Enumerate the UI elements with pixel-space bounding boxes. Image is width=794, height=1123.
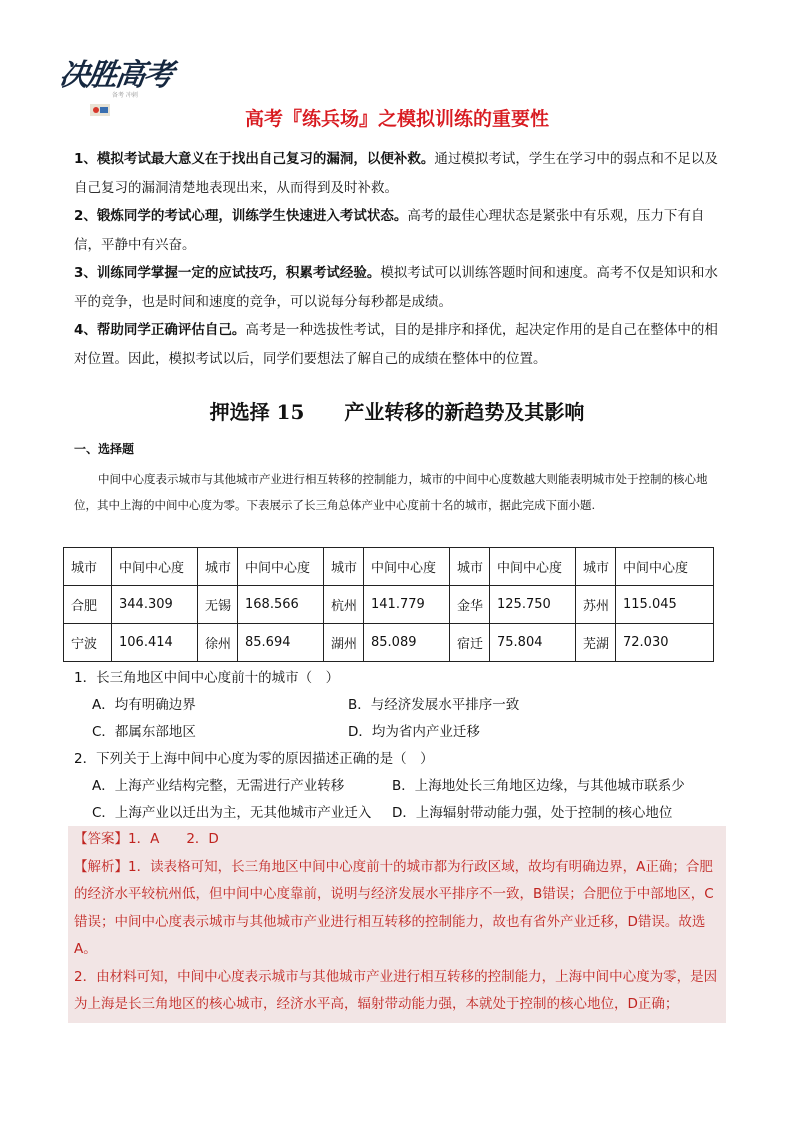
table-cell: 75.804 — [490, 624, 576, 662]
table-cell: 杭州 — [324, 586, 364, 624]
table-header-cell: 城市 — [576, 548, 616, 586]
section-number: 押选择 15 — [209, 400, 305, 424]
table-cell: 苏州 — [576, 586, 616, 624]
table-cell: 徐州 — [198, 624, 238, 662]
table-header-cell: 中间中心度 — [364, 548, 450, 586]
table-cell: 宿迁 — [450, 624, 490, 662]
intro-paragraph — [74, 145, 724, 202]
table-row — [64, 624, 714, 662]
table-cell: 141.779 — [364, 586, 450, 624]
option-b: B．上海地处长三角地区边缘，与其他城市联系少 — [392, 778, 685, 794]
option-row — [74, 692, 724, 719]
table-header-cell: 中间中心度 — [238, 548, 324, 586]
table-header-cell: 中间中心度 — [616, 548, 714, 586]
analysis-label: 【解析】 — [74, 858, 128, 875]
logo-subtext: 备考 冲刺 — [112, 92, 138, 99]
table-cell: 85.089 — [364, 624, 450, 662]
section-title — [0, 396, 794, 425]
intro-paragraph — [74, 259, 724, 316]
table-cell: 宁波 — [64, 624, 112, 662]
option-b: B．与经济发展水平排序一致 — [348, 697, 520, 713]
table-cell: 85.694 — [238, 624, 324, 662]
table-header-cell: 城市 — [198, 548, 238, 586]
table-cell: 湖州 — [324, 624, 364, 662]
option-a: A．均有明确边界 — [92, 697, 196, 713]
table-header-cell: 城市 — [324, 548, 364, 586]
intro-bold: 3、训练同学掌握一定的应试技巧，积累考试经验。 — [74, 265, 381, 281]
option-c: C．上海产业以迁出为主，无其他城市产业迁入 — [92, 805, 372, 821]
answer-label: 【答案】 — [74, 831, 128, 847]
table-header-cell: 中间中心度 — [490, 548, 576, 586]
intro-text: 模拟考试可以训练答题时间和速度。高考不仅是知识和水平的竞争，也是时间和速度的竞争，可以说每分每秒都是成绩。 — [74, 265, 718, 310]
intro-paragraph — [74, 202, 724, 259]
intro-bold: 2、锻炼同学的考试心理，训练学生快速进入考试状态。 — [74, 208, 408, 224]
intro-text: 通过模拟考试，学生在学习中的弱点和不足以及自己复习的漏洞清楚地表现出来，从而得到及时补救。 — [74, 151, 718, 196]
table-cell: 金华 — [450, 586, 490, 624]
option-row — [74, 773, 724, 800]
analysis-text: 1．读表格可知，长三角地区中间中心度前十的城市都为行政区域，故均有明确边界，A正确；合肥的经济水平较杭州低，但中间中心度靠前，说明与经济发展水平排序不一致，B错误；合肥位于中部地区，C错误；中间中心度表示城市与其他城市产业进行相互转移的控制能力，故也有省外产业迁移，D错误。故选A。 — [74, 858, 714, 957]
option-row — [74, 800, 724, 827]
section-topic: 产业转移的新趋势及其影响 — [344, 400, 585, 424]
table-cell: 344.309 — [112, 586, 198, 624]
table-header-cell: 中间中心度 — [112, 548, 198, 586]
table-header-cell: 城市 — [64, 548, 112, 586]
analysis-paragraph: 2．由材料可知，中间中心度表示城市与其他城市产业进行相互转移的控制能力，上海中间中心度为零，是因为上海是长三角地区的核心城市，经济水平高，辐射带动能力强，本就处于控制的核心地位，D正确； — [74, 968, 718, 1012]
option-a: A．上海产业结构完整，无需进行产业转移 — [92, 778, 345, 794]
data-table — [63, 547, 714, 662]
intro-section — [74, 145, 724, 373]
option-c: C．都属东部地区 — [92, 724, 196, 740]
table-cell: 合肥 — [64, 586, 112, 624]
answer-value: 1．A 2．D — [128, 831, 219, 847]
table-cell: 无锡 — [198, 586, 238, 624]
questions — [74, 665, 724, 827]
option-d: D．上海辐射带动能力强，处于控制的核心地位 — [392, 805, 673, 821]
answer-box — [68, 826, 726, 1023]
question-stem: 1．长三角地区中间中心度前十的城市（ ） — [74, 670, 340, 686]
table-cell: 72.030 — [616, 624, 714, 662]
table-cell: 125.750 — [490, 586, 576, 624]
analysis-paragraph — [74, 854, 726, 964]
table-cell: 168.566 — [238, 586, 324, 624]
table-cell: 芜湖 — [576, 624, 616, 662]
page-title: 高考『练兵场』之模拟训练的重要性 — [244, 108, 549, 130]
intro-paragraph — [74, 316, 724, 373]
table-cell: 106.414 — [112, 624, 198, 662]
question-type-heading: 一、选择题 — [74, 442, 135, 456]
answer-line — [74, 826, 726, 854]
intro-bold: 1、模拟考试最大意义在于找出自己复习的漏洞，以便补救。 — [74, 151, 435, 167]
table-row — [64, 586, 714, 624]
intro-bold: 4、帮助同学正确评估自己。 — [74, 322, 246, 338]
table-header-row — [64, 548, 714, 586]
table-cell: 115.045 — [616, 586, 714, 624]
intro-text: 高考是一种选拔性考试，目的是排序和择优，起决定作用的是自己在整体中的相对位置。因此，模拟考试以后，同学们要想法了解自己的成绩在整体中的位置。 — [74, 322, 718, 367]
table-header-cell: 城市 — [450, 548, 490, 586]
logo-text: 决胜高考 — [57, 58, 174, 93]
question-stem: 2．下列关于上海中间中心度为零的原因描述正确的是（ ） — [74, 751, 434, 767]
intro-text: 高考的最佳心理状态是紧张中有乐观，压力下有自信，平静中有兴奋。 — [74, 208, 705, 253]
material-text: 中间中心度表示城市与其他城市产业进行相互转移的控制能力，城市的中间中心度数越大则能表明城市处于控制的核心地位，其中上海的中间中心度为零。下表展示了长三角总体产业中心度前十名的城市，据此完成下面小题. — [74, 472, 708, 512]
option-row — [74, 719, 724, 746]
option-d: D．均为省内产业迁移 — [348, 724, 480, 740]
